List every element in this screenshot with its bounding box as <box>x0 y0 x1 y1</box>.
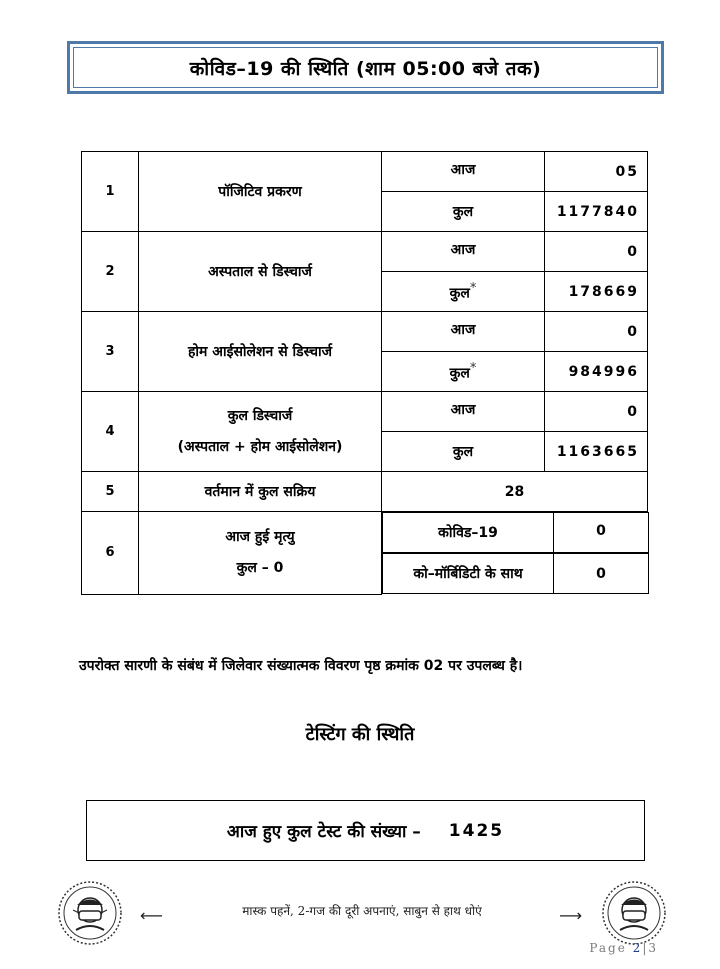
death-subtable-cell <box>382 553 648 594</box>
asterisk-mark: * <box>469 280 477 296</box>
page-total: 3 <box>648 941 658 955</box>
row-label-cell <box>139 392 382 472</box>
asterisk-mark: * <box>469 360 477 376</box>
sub-label: कोविड–19 <box>383 513 554 553</box>
sub-label: को–मॉर्बिडिटी के साथ <box>383 554 554 594</box>
sub-label: कुल <box>449 285 470 302</box>
safety-slogan: मास्क पहनें, 2-गज की दूरी अपनाएं, साबुन से हाथ धोएं <box>172 902 552 919</box>
table-row <box>82 232 648 272</box>
testing-box <box>86 800 645 861</box>
district-note: उपरोक्त सारणी के संबंध में जिलेवार संख्यात्मक विवरण पृष्ठ क्रमांक 02 पर उपलब्ध है। <box>79 658 523 674</box>
sub-label: आज <box>382 232 545 272</box>
sub-value: 1163665 <box>545 432 648 472</box>
arrow-right-icon: ⟶ <box>559 906 582 925</box>
sub-label: कुल <box>382 432 545 472</box>
row-label-cell <box>139 512 382 595</box>
serial-number: 1 <box>82 152 139 232</box>
sub-value: 05 <box>545 152 648 192</box>
masked-face-icon <box>57 880 123 946</box>
serial-number: 5 <box>82 472 139 512</box>
sub-label: कुल <box>449 365 470 382</box>
page-number: Page 2|3 <box>589 941 658 955</box>
row-label: आज हुई मृत्यु <box>225 528 295 545</box>
serial-number: 6 <box>82 512 139 595</box>
row-label: अस्पताल से डिस्चार्ज <box>139 232 382 312</box>
testing-heading: टेस्टिंग की स्थिति <box>305 724 415 745</box>
sub-value: 1177840 <box>545 192 648 232</box>
title-box <box>67 41 664 94</box>
sub-value: 178669 <box>545 272 648 312</box>
table-row <box>82 472 648 512</box>
sub-value: 0 <box>545 392 648 432</box>
sub-value: 984996 <box>545 352 648 392</box>
row-label-sub: कुल – 0 <box>236 559 284 576</box>
testing-label: आज हुए कुल टेस्ट की संख्या – <box>226 822 421 842</box>
sub-label: कुल <box>382 192 545 232</box>
sub-label-cell <box>382 272 545 312</box>
death-subtable <box>382 553 649 594</box>
row-label: पॉजिटिव प्रकरण <box>139 152 382 232</box>
arrow-left-icon: ⟵ <box>140 906 163 925</box>
sub-label: आज <box>382 392 545 432</box>
sub-value: 0 <box>545 312 648 352</box>
page-current: 2 <box>632 941 643 955</box>
row-label-sub: (अस्पताल + होम आईसोलेशन) <box>177 438 343 455</box>
sub-label: आज <box>382 152 545 192</box>
sub-value: 0 <box>545 232 648 272</box>
serial-number: 2 <box>82 232 139 312</box>
sub-value: 0 <box>554 513 649 553</box>
table-row <box>82 512 648 554</box>
active-count: 28 <box>382 472 648 512</box>
serial-number: 4 <box>82 392 139 472</box>
footer-banner <box>57 880 667 946</box>
page-title: कोविड–19 की स्थिति (शाम 05:00 बजे तक) <box>73 47 658 88</box>
table-row <box>82 392 648 432</box>
row-label: कुल डिस्चार्ज <box>227 407 293 424</box>
death-subtable <box>382 512 649 553</box>
testing-value: 1425 <box>448 820 505 841</box>
masked-face-icon <box>601 880 667 946</box>
sub-label-cell <box>382 352 545 392</box>
sub-value: 0 <box>554 554 649 594</box>
table-row <box>82 312 648 352</box>
sub-label: आज <box>382 312 545 352</box>
page-label: Page <box>589 941 627 955</box>
table-row <box>82 152 648 192</box>
row-label: वर्तमान में कुल सक्रिय <box>139 472 382 512</box>
covid-status-table <box>81 151 648 595</box>
death-subtable-cell <box>382 512 648 554</box>
row-label: होम आईसोलेशन से डिस्चार्ज <box>139 312 382 392</box>
serial-number: 3 <box>82 312 139 392</box>
